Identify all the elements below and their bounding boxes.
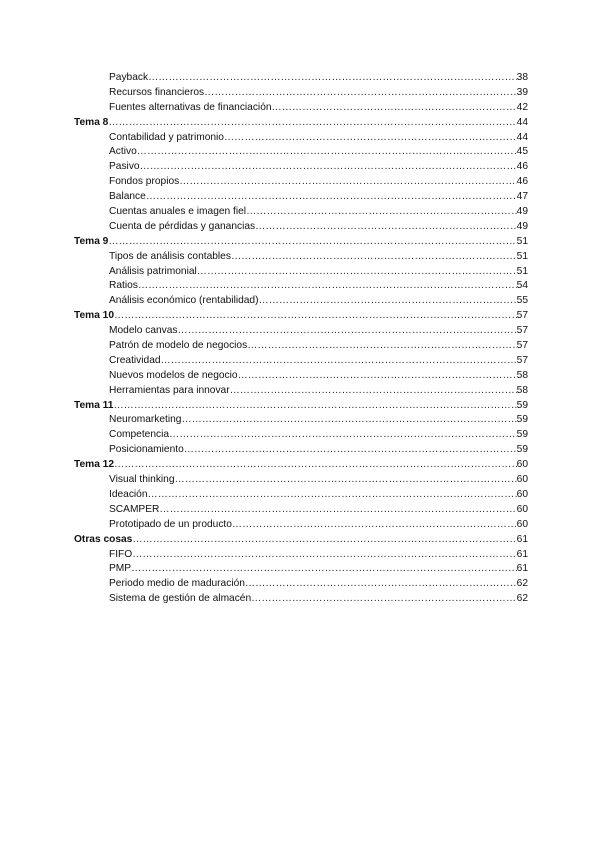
toc-entry-label: Fuentes alternativas de financiación [109, 101, 272, 113]
toc-entry-label: Cuentas anuales e imagen fiel [109, 206, 247, 218]
toc-entry-label: Modelo canvas [109, 325, 178, 337]
toc-entry-label: Creatividad [109, 354, 161, 366]
toc-page-number: 57 [516, 354, 528, 366]
toc-leader-dots [179, 175, 516, 190]
toc-leader-dots [138, 279, 517, 294]
toc-entry-label: Patrón de modelo de negocios [109, 340, 248, 352]
toc-entry[interactable] [74, 503, 528, 518]
toc-page-number: 55 [516, 295, 528, 307]
toc-entry-label: Prototipado de un producto [109, 518, 232, 530]
toc-entry[interactable] [74, 279, 528, 294]
toc-entry[interactable] [74, 354, 528, 369]
toc-entry[interactable] [74, 488, 528, 503]
toc-entry[interactable] [74, 548, 528, 563]
toc-page-number: 47 [516, 191, 528, 203]
toc-page-number: 59 [516, 414, 528, 426]
toc-entry-label: Ratios [109, 280, 138, 292]
toc-entry[interactable] [74, 250, 528, 265]
toc-leader-dots [169, 428, 517, 443]
toc-page-number: 59 [516, 429, 528, 441]
toc-entry-label: Payback [109, 72, 149, 83]
toc-entry[interactable] [74, 160, 528, 175]
toc-page-number: 60 [516, 488, 528, 500]
toc-entry[interactable] [74, 428, 528, 443]
toc-page-number: 51 [516, 235, 528, 247]
toc-entry-label: Análisis patrimonial [109, 265, 197, 277]
toc-page-number: 60 [516, 518, 528, 530]
toc-entry[interactable] [74, 473, 528, 488]
toc-entry[interactable] [74, 294, 528, 309]
toc-entry[interactable] [74, 131, 528, 146]
toc-entry-label: Pasivo [109, 161, 140, 173]
toc-leader-dots [204, 86, 517, 101]
toc-entry[interactable] [74, 518, 528, 533]
toc-page-number: 62 [516, 578, 528, 590]
toc-leader-dots [224, 131, 517, 146]
toc-leader-dots [132, 548, 516, 563]
toc-entry[interactable] [74, 339, 528, 354]
toc-entry-label: Visual thinking [109, 474, 175, 486]
toc-leader-dots [272, 101, 517, 116]
toc-page-number: 61 [516, 533, 528, 545]
toc-entry[interactable] [74, 175, 528, 190]
toc-entry-label: Tema 12 [74, 459, 115, 471]
toc-section-entry[interactable] [74, 533, 528, 548]
table-of-contents [74, 71, 528, 607]
toc-leader-dots [146, 190, 517, 205]
toc-leader-dots [161, 354, 517, 369]
toc-leader-dots [232, 518, 517, 533]
toc-entry-label: Fondos propios [109, 176, 180, 188]
toc-entry[interactable] [74, 577, 528, 592]
toc-leader-dots [131, 562, 517, 577]
toc-entry-label: Balance [109, 191, 146, 203]
toc-entry-label: Neuromarketing [109, 414, 182, 426]
toc-leader-dots [184, 443, 517, 458]
toc-leader-dots [181, 413, 516, 428]
toc-entry-label: Sistema de gestión de almacén [109, 593, 252, 605]
toc-leader-dots [245, 577, 517, 592]
toc-entry-label: SCAMPER [109, 503, 160, 515]
toc-section-entry[interactable] [74, 116, 528, 131]
toc-entry-label: Tema 11 [74, 399, 114, 411]
toc-leader-dots [238, 369, 517, 384]
toc-entry-label: Otras cosas [74, 533, 133, 545]
toc-leader-dots [175, 473, 517, 488]
toc-entry-label: PMP [109, 563, 132, 575]
toc-leader-dots [259, 294, 517, 309]
toc-page-number: 46 [516, 176, 528, 188]
toc-entry[interactable] [74, 71, 528, 86]
toc-entry[interactable] [74, 369, 528, 384]
toc-entry-label: Ideación [109, 488, 148, 500]
toc-leader-dots [113, 399, 516, 414]
toc-page-number: 57 [516, 310, 528, 322]
toc-section-entry[interactable] [74, 399, 528, 414]
toc-entry-label: Herramientas para innovar [109, 384, 230, 396]
toc-leader-dots [114, 458, 517, 473]
toc-entry-label: Posicionamiento [109, 444, 184, 456]
toc-page-number: 54 [516, 280, 528, 292]
toc-page-number: 44 [516, 131, 528, 143]
toc-entry[interactable] [74, 592, 528, 607]
toc-leader-dots [140, 160, 517, 175]
toc-entry[interactable] [74, 413, 528, 428]
toc-page-number: 39 [516, 86, 528, 98]
toc-entry[interactable] [74, 265, 528, 280]
toc-entry[interactable] [74, 86, 528, 101]
toc-entry-label: Nuevos modelos de negocio [109, 369, 238, 381]
toc-page-number: 57 [516, 340, 528, 352]
toc-page-number: 58 [516, 384, 528, 396]
toc-entry[interactable] [74, 384, 528, 399]
toc-section-entry[interactable] [74, 309, 528, 324]
toc-page-number: 59 [516, 399, 528, 411]
toc-page-number: 45 [516, 146, 528, 158]
toc-leader-dots [246, 205, 517, 220]
toc-page-number: 60 [516, 459, 528, 471]
toc-entry-label: Competencia [109, 429, 170, 441]
toc-entry-label: Recursos financieros [109, 86, 205, 98]
toc-page-number: 51 [516, 265, 528, 277]
toc-leader-dots [231, 250, 517, 265]
toc-leader-dots [247, 339, 516, 354]
toc-entry-label: Activo [109, 146, 137, 158]
toc-entry[interactable] [74, 562, 528, 577]
toc-page-number: 62 [516, 593, 528, 605]
toc-section-entry[interactable] [74, 458, 528, 473]
toc-entry[interactable] [74, 101, 528, 116]
toc-leader-dots [159, 503, 516, 518]
toc-leader-dots [230, 384, 517, 399]
toc-entry-label: Cuenta de pérdidas y ganancias [109, 220, 256, 232]
toc-page-number: 49 [516, 206, 528, 218]
toc-leader-dots [178, 324, 517, 339]
toc-leader-dots [197, 265, 517, 280]
toc-entry-label: Tipos de análisis contables [109, 250, 231, 262]
toc-entry[interactable] [74, 443, 528, 458]
toc-entry[interactable] [74, 205, 528, 220]
toc-page-number: 51 [516, 250, 528, 262]
toc-page-number: 58 [516, 369, 528, 381]
toc-page-number: 57 [516, 325, 528, 337]
toc-leader-dots [251, 592, 517, 607]
toc-page-number: 42 [516, 101, 528, 113]
toc-leader-dots [255, 220, 517, 235]
toc-page-number: 46 [516, 161, 528, 173]
toc-entry-label: Periodo medio de maduración [109, 578, 245, 590]
toc-page-number: 59 [516, 444, 528, 456]
toc-page-number: 60 [516, 474, 528, 486]
toc-leader-dots [132, 533, 516, 548]
toc-leader-dots [108, 116, 516, 131]
toc-page-number: 61 [516, 563, 528, 575]
toc-entry-label: Contabilidad y patrimonio [109, 131, 224, 143]
toc-leader-dots [114, 309, 517, 324]
toc-entry-label: Tema 10 [74, 310, 115, 322]
toc-page-number: 49 [516, 220, 528, 232]
toc-leader-dots [137, 145, 517, 160]
toc-entry-label: FIFO [109, 548, 133, 560]
toc-section-entry[interactable] [74, 235, 528, 250]
toc-entry[interactable] [74, 145, 528, 160]
toc-entry-label: Tema 9 [74, 235, 109, 247]
toc-entry[interactable] [74, 220, 528, 235]
toc-entry[interactable] [74, 324, 528, 339]
toc-entry-label: Análisis económico (rentabilidad) [109, 295, 259, 307]
toc-leader-dots [148, 488, 517, 503]
toc-entry-label: Tema 8 [74, 116, 109, 128]
toc-page-number: 44 [516, 116, 528, 128]
toc-page-number: 60 [516, 503, 528, 515]
toc-entry[interactable] [74, 190, 528, 205]
toc-leader-dots [148, 71, 517, 86]
toc-page-number: 61 [516, 548, 528, 560]
toc-page-number: 38 [516, 72, 528, 83]
toc-leader-dots [108, 235, 516, 250]
